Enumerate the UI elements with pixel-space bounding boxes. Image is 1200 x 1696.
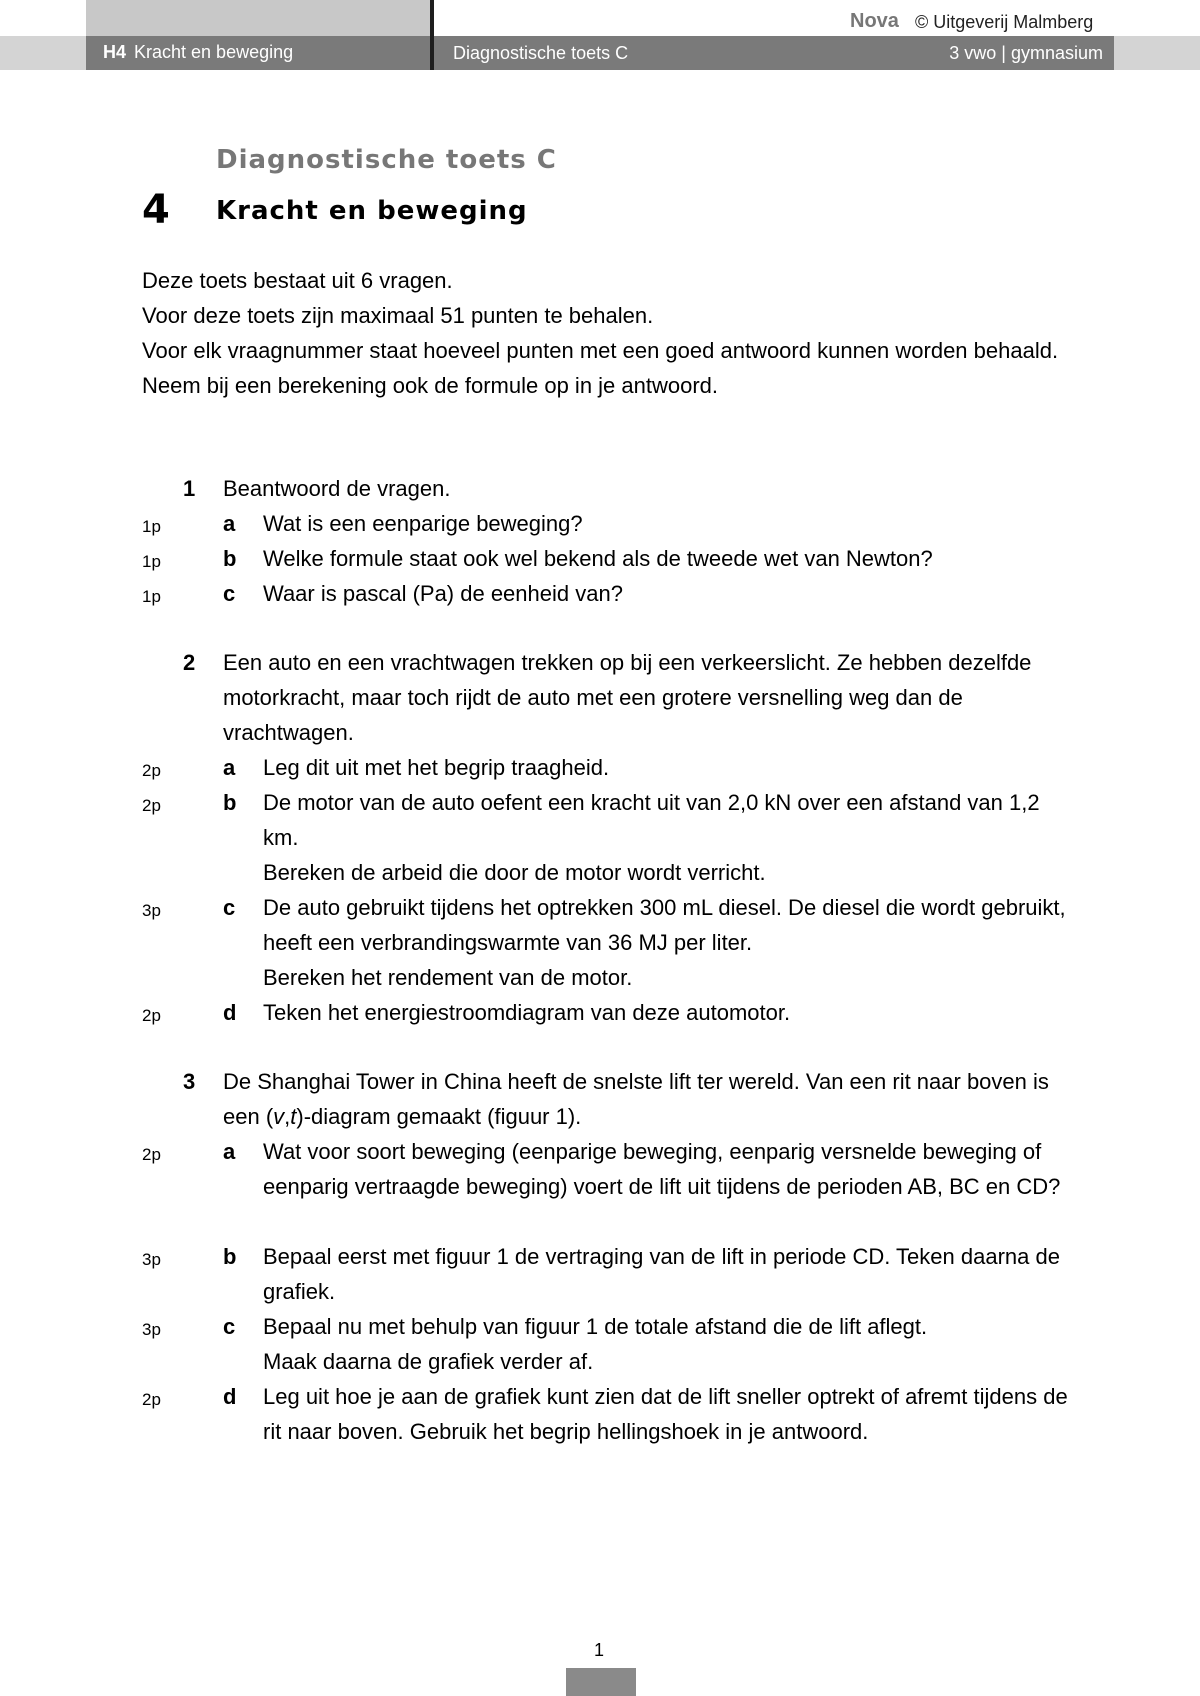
part-text: Leg uit hoe je aan de grafiek kunt zien dat de lift sneller optrekt of afremt tijdens de rit naar boven. Gebruik het begrip hellingshoek in je antwoord.	[263, 1384, 1068, 1444]
part-instruction: Maak daarna de grafiek verder af.	[263, 1349, 594, 1374]
page-subtitle: Diagnostische toets C	[216, 145, 557, 175]
part-letter: a	[223, 511, 236, 536]
header-test-name: Diagnostische toets C	[453, 43, 629, 63]
part-letter: b	[223, 546, 237, 571]
part-text-line: Bepaal nu met behulp van figuur 1 de totale afstand die de lift aflegt.	[263, 1314, 928, 1339]
part-letter: b	[223, 790, 237, 815]
variable-v: v	[273, 1104, 285, 1129]
points-label: 2p	[142, 1006, 161, 1025]
question-text: Beantwoord de vragen.	[223, 476, 451, 501]
part-letter: d	[223, 1000, 237, 1025]
part-text	[263, 785, 1068, 890]
points-label: 2p	[142, 1145, 161, 1164]
part-text: Teken het energiestroomdiagram van deze automotor.	[263, 1000, 791, 1025]
variable-t: t	[290, 1104, 297, 1129]
header-level: 3 vwo | gymnasium	[949, 43, 1103, 63]
page-number: 1	[594, 1640, 605, 1660]
question-number: 2	[183, 650, 196, 675]
part-text: Leg dit uit met het begrip traagheid.	[263, 755, 610, 780]
part-text-line: De auto gebruikt tijdens het optrekken 300 mL diesel. De diesel die wordt gebruikt, heeft een verbrandingswarmte van 36 MJ per liter.	[263, 895, 1066, 955]
part-text-line: De motor van de auto oefent een kracht uit van 2,0 kN over een afstand van 1,2 km.	[263, 790, 1040, 850]
header-chapter	[103, 42, 293, 63]
question-text	[223, 1064, 1068, 1134]
points-label: 3p	[142, 901, 161, 920]
intro-text	[142, 263, 1102, 403]
part-text	[263, 1309, 1068, 1379]
chapter-name: Kracht en beweging	[134, 42, 294, 62]
part-letter: c	[223, 581, 236, 606]
points-label: 3p	[142, 1320, 161, 1339]
header-divider	[430, 0, 434, 70]
intro-line: Neem bij een berekening ook de formule op in je antwoord.	[142, 373, 719, 398]
part-text	[263, 890, 1068, 995]
chapter-code: H4	[103, 42, 127, 62]
points-label: 1p	[142, 552, 161, 571]
question-text-part: ,	[284, 1104, 291, 1129]
points-label: 1p	[142, 587, 161, 606]
intro-line: Voor deze toets zijn maximaal 51 punten te behalen.	[142, 303, 654, 328]
page-tab	[566, 1668, 636, 1696]
intro-line: Voor elk vraagnummer staat hoeveel punten met een goed antwoord kunnen worden behaald.	[142, 338, 1059, 363]
part-letter: c	[223, 895, 236, 920]
points-label: 1p	[142, 517, 161, 536]
part-text: Welke formule staat ook wel bekend als de tweede wet van Newton?	[263, 546, 933, 571]
part-text: Bepaal eerst met figuur 1 de vertraging van de lift in periode CD. Teken daarna de grafiek.	[263, 1244, 1060, 1304]
part-letter: a	[223, 755, 236, 780]
question-text: Een auto en een vrachtwagen trekken op bij een verkeerslicht. Ze hebben dezelfde motorkracht, maar toch rijdt de auto met een grotere versnelling weg dan de vrachtwagen.	[223, 650, 1032, 745]
question-text-part: )-diagram gemaakt (figuur 1).	[296, 1104, 582, 1129]
part-letter: c	[223, 1314, 236, 1339]
chapter-number: 4	[142, 187, 170, 233]
part-letter: a	[223, 1139, 236, 1164]
part-instruction: Bereken het rendement van de motor.	[263, 965, 633, 990]
part-text: Waar is pascal (Pa) de eenheid van?	[263, 581, 623, 606]
header-top-block	[86, 0, 430, 36]
publisher-name: © Uitgeverij Malmberg	[915, 12, 1094, 32]
question-number: 1	[183, 476, 196, 501]
part-letter: b	[223, 1244, 237, 1269]
part-instruction: Bereken de arbeid die door de motor wordt verricht.	[263, 860, 766, 885]
part-text: Wat is een eenparige beweging?	[263, 511, 583, 536]
points-label: 2p	[142, 761, 161, 780]
page-title: Kracht en beweging	[216, 196, 528, 226]
intro-line: Deze toets bestaat uit 6 vragen.	[142, 268, 453, 293]
part-text: Wat voor soort beweging (eenparige beweging, eenparig versnelde beweging of eenparig vertraagde beweging) voert de lift uit tijdens de perioden AB, BC en CD?	[263, 1139, 1061, 1199]
part-letter: d	[223, 1384, 237, 1409]
question-text-part: De Shanghai Tower in China heeft de snelste lift ter wereld. Van een rit naar boven is een (	[223, 1069, 1049, 1129]
points-label: 2p	[142, 796, 161, 815]
points-label: 3p	[142, 1250, 161, 1269]
points-label: 2p	[142, 1390, 161, 1409]
question-number: 3	[183, 1069, 196, 1094]
brand-name: Nova	[850, 10, 899, 32]
